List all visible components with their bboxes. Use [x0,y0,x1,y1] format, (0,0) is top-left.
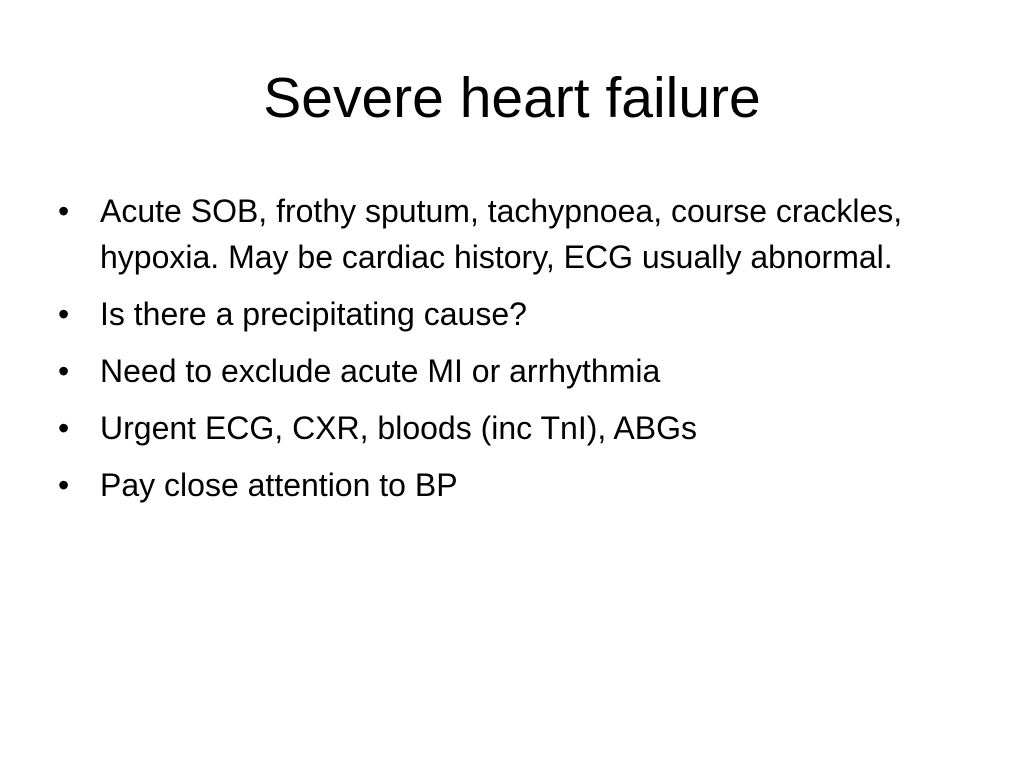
bullet-dot-icon: • [58,296,70,332]
bullet-dot-icon: • [58,353,70,389]
bullet-dot-icon: • [58,193,70,229]
bullet-item [58,291,948,337]
bullet-text: Pay close attention to BP [100,467,458,503]
bullet-text: Need to exclude acute MI or arrhythmia [100,353,661,389]
bullet-text: Is there a precipitating cause? [100,296,527,332]
slide-title: Severe heart failure [263,66,761,130]
bullet-text: Acute SOB, frothy sputum, tachypnoea, course crackles, hypoxia. May be cardiac history, ECG usually abnormal. [100,193,903,275]
bullet-item [58,405,948,451]
bullet-item [58,188,948,280]
bullet-item [58,462,948,508]
bullet-text: Urgent ECG, CXR, bloods (inc TnI), ABGs [100,410,697,446]
bullet-item [58,348,948,394]
bullet-list [58,188,948,519]
bullet-dot-icon: • [58,467,70,503]
bullet-dot-icon: • [58,410,70,446]
